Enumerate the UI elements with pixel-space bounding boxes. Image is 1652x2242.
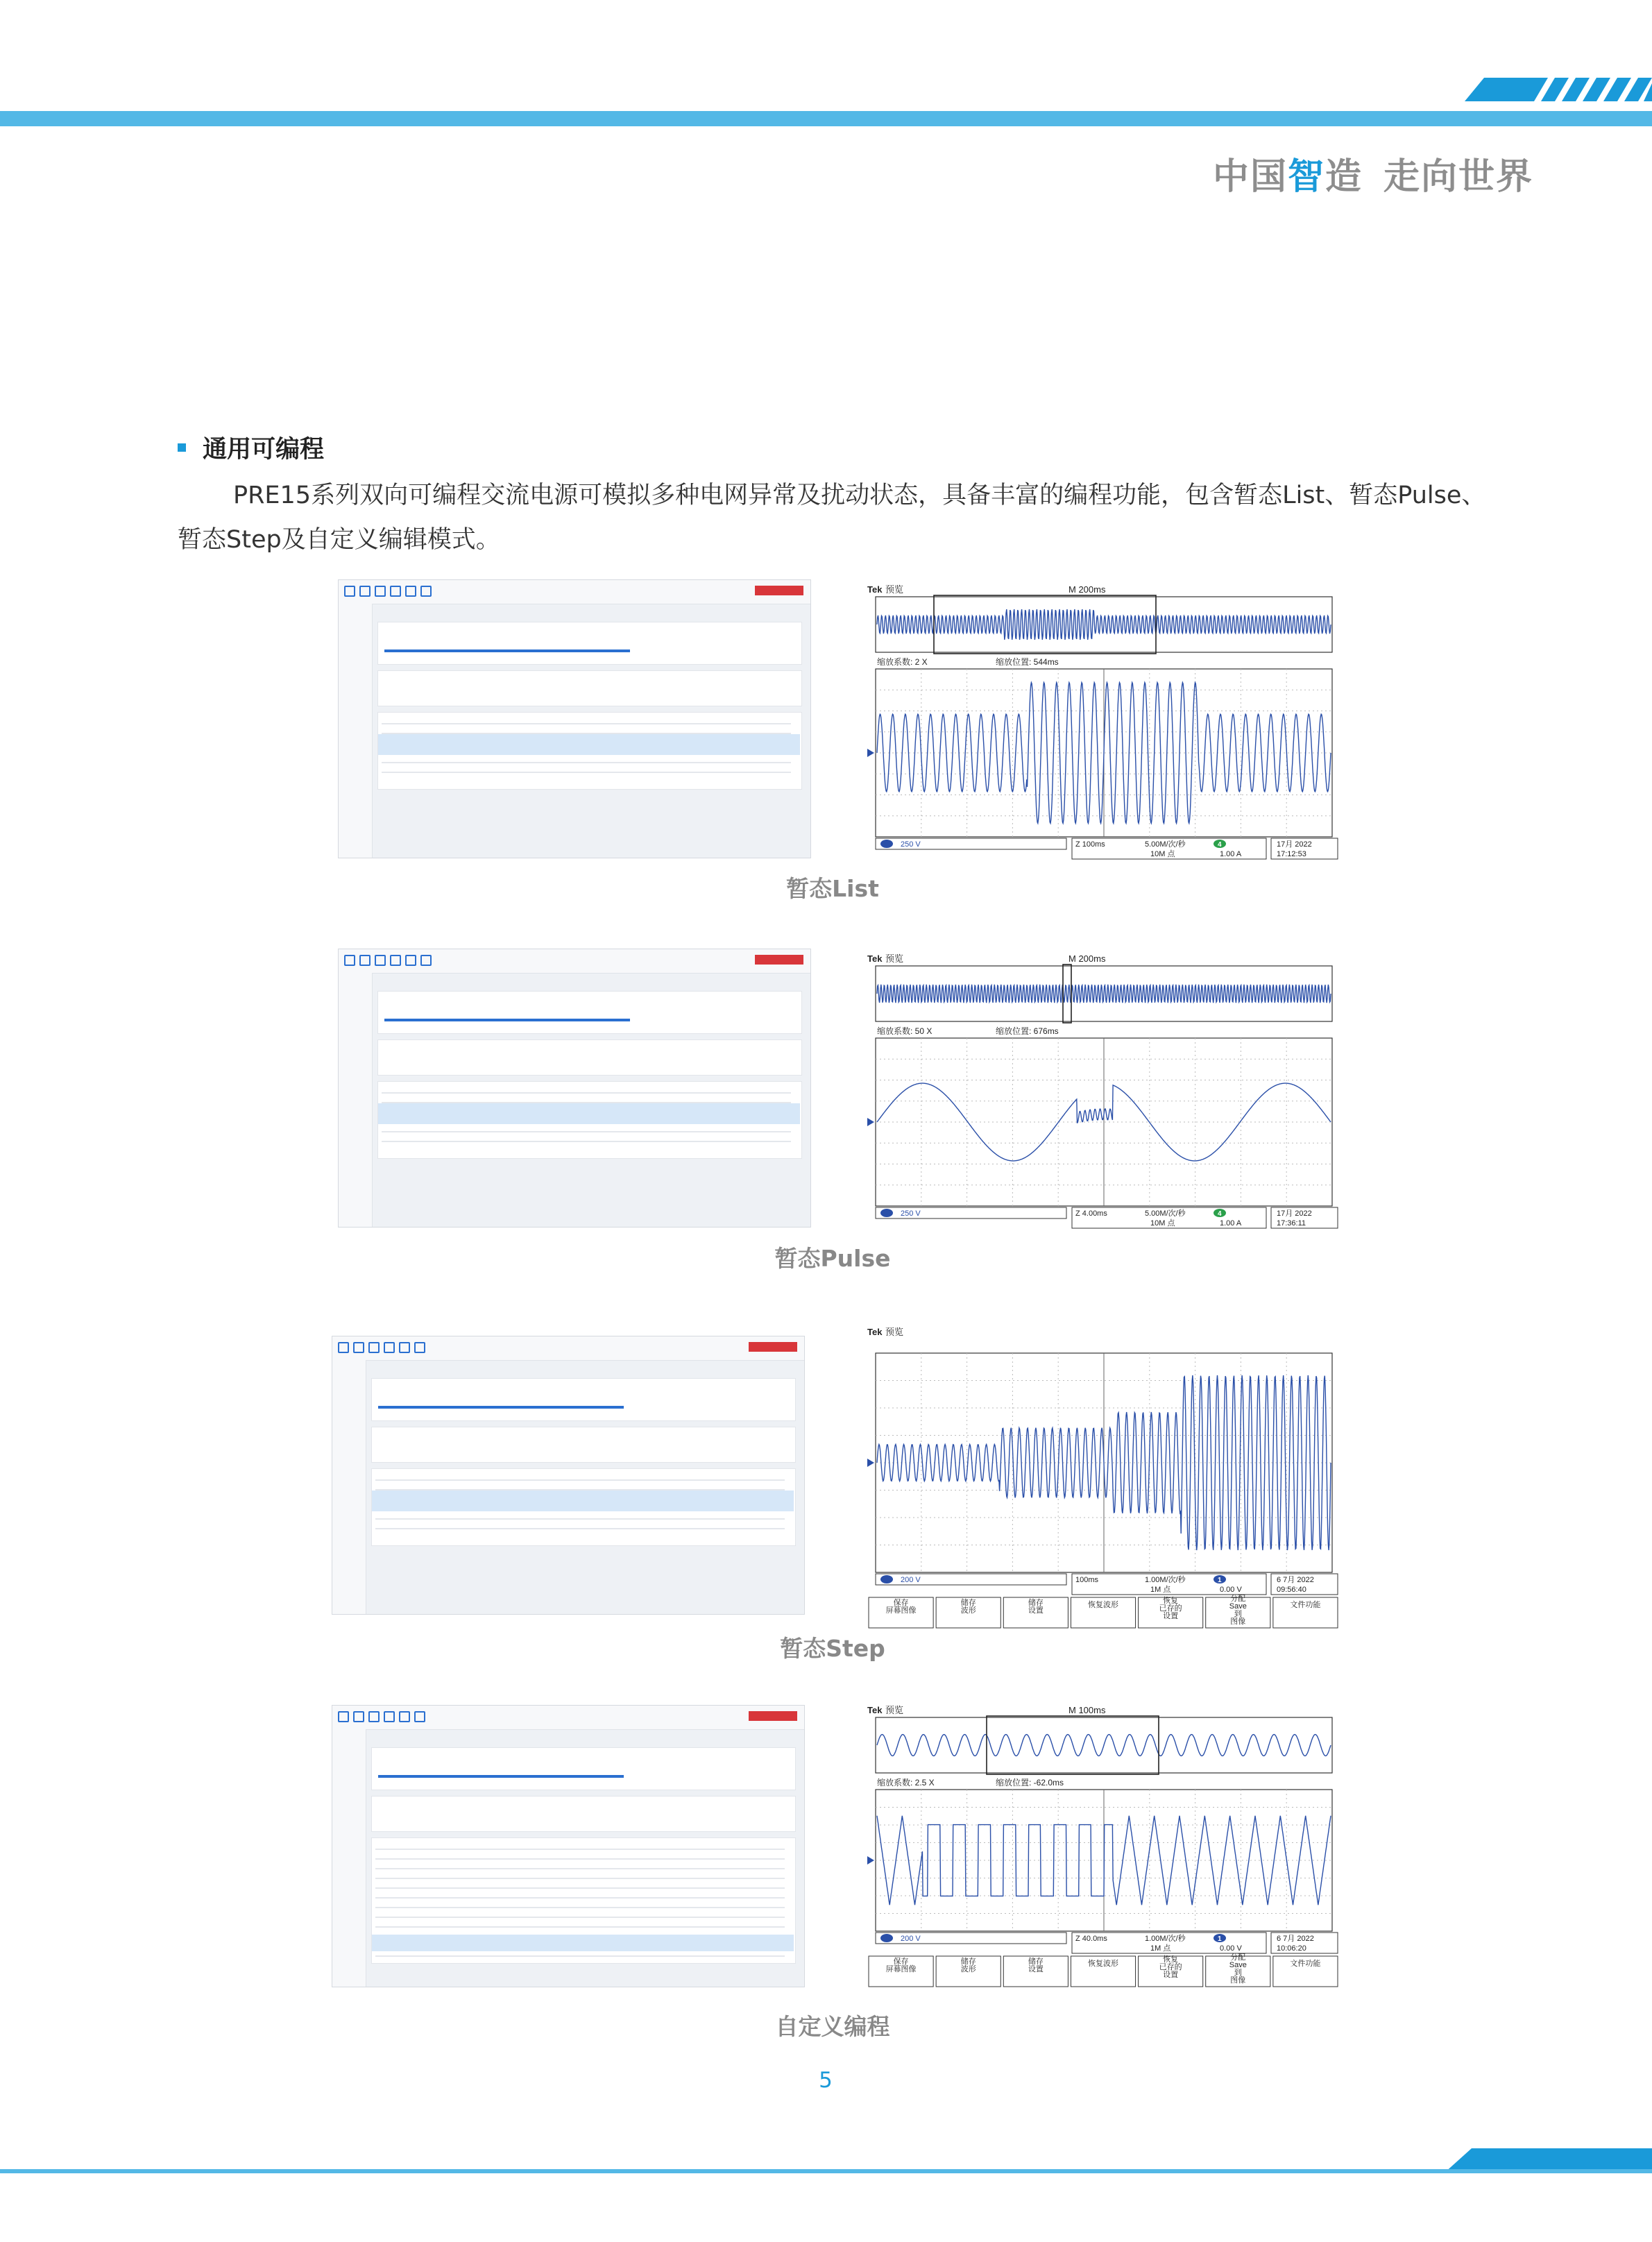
- toolbar-icon: [344, 586, 355, 597]
- toolbar-icon: [344, 955, 355, 966]
- table-row: [375, 1907, 785, 1908]
- channel-marker-icon: [867, 749, 874, 757]
- oscilloscope-capture: [867, 583, 1339, 860]
- progress-bar: [384, 1019, 630, 1021]
- toolbar-icon: [359, 955, 371, 966]
- table-row: [375, 1878, 785, 1879]
- zoom-position: 缩放位置: -62.0ms: [996, 1778, 1064, 1787]
- scope-menu-label: 恢复波形: [1088, 1601, 1118, 1609]
- table-row: [375, 1897, 785, 1899]
- toolbar-icon: [414, 1342, 425, 1353]
- scope-mode: 预览: [885, 584, 904, 595]
- scope-menu-label: 波形: [960, 1606, 976, 1615]
- scope-menu-label: 屏幕图像: [885, 1965, 917, 1973]
- trigger-level: 0.00 V: [1220, 1944, 1242, 1953]
- scope-menu-label: 保存: [893, 1957, 909, 1966]
- table-row: [375, 1858, 785, 1860]
- settings-panel: [371, 1378, 796, 1421]
- toolbar-icon: [414, 1711, 425, 1722]
- scope-mode: 预览: [885, 1705, 904, 1715]
- scope-menu-label: 到: [1234, 1610, 1242, 1618]
- capture-date: 6 7月 2022: [1277, 1576, 1314, 1584]
- scope-menu-label: 储存: [960, 1599, 976, 1607]
- oscilloscope-capture: [867, 1325, 1339, 1631]
- scope-timebase: M 200ms: [1068, 584, 1106, 595]
- progress-bar: [378, 1406, 624, 1409]
- record-length: 10M 点: [1150, 850, 1175, 858]
- toolbar-icon: [405, 586, 416, 597]
- scope-menu-label: 恢复: [1163, 1597, 1179, 1605]
- trigger-channel: 4: [1218, 1210, 1222, 1218]
- channel-1-badge: [880, 1934, 893, 1942]
- scope-menu-label: 设置: [1163, 1971, 1179, 1979]
- table-row: [382, 762, 791, 763]
- table-row: [382, 1092, 791, 1094]
- scope-brand: Tek: [867, 953, 883, 964]
- scope-timebase: M 100ms: [1068, 1705, 1106, 1715]
- horizontal-scale: 100ms: [1075, 1576, 1099, 1584]
- channel-marker-icon: [867, 1856, 874, 1865]
- parameter-panel: [377, 1039, 802, 1076]
- oscilloscope-capture: [867, 952, 1339, 1230]
- software-sidebar: [332, 1729, 366, 1987]
- intro-paragraph: PRE15系列双向可编程交流电源可模拟多种电网异常及扰动状态，具备丰富的编程功能，包含暂态List、暂态Pulse、暂态Step及自定义编辑模式。: [178, 482, 1486, 554]
- capture-time: 17:12:53: [1277, 850, 1306, 858]
- oscilloscope-capture: [867, 1704, 1339, 1989]
- scope-menu-label: 恢复波形: [1088, 1960, 1118, 1968]
- sample-rate: 1.00M/次/秒: [1145, 1576, 1186, 1584]
- sample-rate: 1.00M/次/秒: [1145, 1935, 1186, 1943]
- table-row: [375, 1955, 785, 1957]
- table-row: [375, 1518, 785, 1520]
- toolbar-icon: [399, 1711, 410, 1722]
- table-row: [375, 1887, 785, 1889]
- scope-menu-label: 文件功能: [1290, 1960, 1321, 1968]
- selected-table-row: [372, 1491, 794, 1511]
- scope-brand: Tek: [867, 1705, 883, 1715]
- capture-time: 17:36:11: [1277, 1219, 1306, 1228]
- scope-menu-label: 分配: [1230, 1595, 1246, 1603]
- bottom-accent-band: [0, 2169, 1652, 2173]
- header-slogan: 中国智造 走向世界: [1213, 156, 1534, 198]
- table-row: [375, 1528, 785, 1529]
- brand-logo: [749, 1711, 797, 1721]
- toolbar-icon: [359, 586, 371, 597]
- toolbar-icon: [353, 1342, 364, 1353]
- capture-date: 17月 2022: [1277, 1209, 1312, 1218]
- scope-menu-label: 图像: [1230, 1976, 1246, 1985]
- table-row: [375, 1868, 785, 1869]
- table-row: [375, 1849, 785, 1850]
- channel-scale: 250 V: [901, 1209, 921, 1218]
- table-row: [382, 772, 791, 773]
- toolbar-icon: [353, 1711, 364, 1722]
- horizontal-scale: Z 4.00ms: [1075, 1209, 1107, 1218]
- channel-marker-icon: [867, 1118, 874, 1126]
- trigger-channel: 1: [1218, 1935, 1222, 1943]
- scope-menu-label: 图像: [1230, 1617, 1246, 1626]
- toolbar-icon: [375, 955, 386, 966]
- software-screenshot: [332, 1705, 805, 1987]
- scope-menu-label: Save: [1229, 1961, 1247, 1969]
- zoom-factor: 缩放系数: 2 X: [877, 657, 928, 667]
- table-row: [382, 1131, 791, 1132]
- toolbar-icon: [338, 1711, 349, 1722]
- channel-marker-icon: [867, 1459, 874, 1467]
- software-sidebar: [339, 973, 373, 1227]
- scope-timebase: M 200ms: [1068, 953, 1106, 964]
- horizontal-scale: Z 40.0ms: [1075, 1935, 1107, 1943]
- toolbar-icon: [390, 586, 401, 597]
- record-length: 1M 点: [1150, 1586, 1171, 1594]
- selected-table-row: [372, 1935, 794, 1951]
- capture-time: 10:06:20: [1277, 1944, 1306, 1953]
- zoom-factor: 缩放系数: 50 X: [877, 1026, 933, 1036]
- scope-menu-label: Save: [1229, 1602, 1247, 1611]
- page-number: 5: [819, 2068, 833, 2093]
- figure-caption: 暂态List: [786, 875, 879, 902]
- table-row: [375, 1479, 785, 1481]
- scope-menu-label: 波形: [960, 1965, 976, 1973]
- scope-brand: Tek: [867, 584, 883, 595]
- brand-logo: [749, 1342, 797, 1352]
- scope-menu-label: 设置: [1028, 1965, 1044, 1973]
- settings-panel: [377, 622, 802, 665]
- selected-table-row: [378, 734, 800, 755]
- sample-rate: 5.00M/次/秒: [1145, 840, 1186, 849]
- horizontal-scale: Z 100ms: [1075, 840, 1105, 849]
- zoom-position: 缩放位置: 676ms: [996, 1026, 1059, 1036]
- table-row: [382, 1141, 791, 1142]
- toolbar-icon: [420, 586, 432, 597]
- settings-panel: [371, 1747, 796, 1790]
- trigger-level: 0.00 V: [1220, 1586, 1242, 1594]
- trigger-level: 1.00 A: [1220, 1219, 1242, 1228]
- channel-scale: 200 V: [901, 1576, 921, 1584]
- record-length: 1M 点: [1150, 1944, 1171, 1953]
- brand-logo: [755, 586, 803, 595]
- scope-brand: Tek: [867, 1327, 883, 1337]
- trigger-level: 1.00 A: [1220, 850, 1242, 858]
- selected-table-row: [378, 1103, 800, 1124]
- software-screenshot: [338, 949, 811, 1228]
- scope-menu-label: 储存: [1028, 1957, 1044, 1966]
- toolbar-icon: [368, 1342, 380, 1353]
- toolbar-icon: [390, 955, 401, 966]
- record-length: 10M 点: [1150, 1219, 1175, 1228]
- scope-menu-label: 设置: [1163, 1612, 1179, 1620]
- parameter-panel: [377, 670, 802, 706]
- toolbar-icon: [405, 955, 416, 966]
- toolbar-icon: [384, 1342, 395, 1353]
- scope-menu-label: 已存的: [1159, 1963, 1182, 1971]
- capture-time: 09:56:40: [1277, 1586, 1306, 1594]
- sample-rate: 5.00M/次/秒: [1145, 1209, 1186, 1218]
- toolbar-icon: [384, 1711, 395, 1722]
- toolbar-icon: [338, 1342, 349, 1353]
- capture-date: 6 7月 2022: [1277, 1935, 1314, 1943]
- table-row: [375, 1917, 785, 1918]
- top-accent-band: [0, 111, 1652, 126]
- settings-panel: [377, 991, 802, 1034]
- scope-mode: 预览: [885, 953, 904, 964]
- toolbar-icon: [399, 1342, 410, 1353]
- scope-menu-label: 已存的: [1159, 1604, 1182, 1613]
- parameter-panel: [371, 1427, 796, 1463]
- figure-caption: 暂态Pulse: [774, 1245, 891, 1272]
- software-sidebar: [332, 1360, 366, 1614]
- section-title: 通用可编程: [178, 430, 324, 465]
- table-row: [382, 723, 791, 724]
- progress-bar: [384, 649, 630, 652]
- toolbar-icon: [368, 1711, 380, 1722]
- channel-1-badge: [880, 1575, 893, 1583]
- scope-mode: 预览: [885, 1327, 904, 1337]
- channel-scale: 200 V: [901, 1935, 921, 1943]
- scope-menu-label: 保存: [893, 1599, 909, 1607]
- bullet-square-icon: [178, 443, 186, 452]
- zoom-position: 缩放位置: 544ms: [996, 657, 1059, 667]
- software-screenshot: [332, 1336, 805, 1615]
- channel-scale: 250 V: [901, 840, 921, 849]
- trigger-channel: 1: [1218, 1577, 1222, 1584]
- toolbar-icon: [375, 586, 386, 597]
- scope-menu-label: 储存: [1028, 1599, 1044, 1607]
- trigger-channel: 4: [1218, 841, 1222, 849]
- software-sidebar: [339, 604, 373, 858]
- software-screenshot: [338, 579, 811, 858]
- toolbar-icon: [420, 955, 432, 966]
- figure-caption: 自定义编程: [775, 2013, 890, 2040]
- zoom-factor: 缩放系数: 2.5 X: [877, 1778, 935, 1787]
- scope-menu-label: 恢复: [1163, 1955, 1179, 1964]
- scope-menu-label: 设置: [1028, 1606, 1044, 1615]
- figure-caption: 暂态Step: [780, 1635, 885, 1662]
- channel-1-badge: [880, 1209, 893, 1217]
- parameter-panel: [371, 1796, 796, 1832]
- scope-menu-label: 到: [1234, 1969, 1242, 1977]
- overview-waveform: [877, 985, 1331, 1003]
- scope-menu-label: 储存: [960, 1957, 976, 1966]
- scope-menu-label: 屏幕图像: [885, 1606, 917, 1615]
- capture-date: 17月 2022: [1277, 840, 1312, 849]
- progress-bar: [378, 1775, 624, 1778]
- channel-1-badge: [880, 840, 893, 848]
- header-stripes-decoration: [1451, 78, 1652, 101]
- scope-menu-label: 分配: [1230, 1953, 1246, 1962]
- table-row: [375, 1926, 785, 1928]
- brand-logo: [755, 955, 803, 965]
- scope-menu-label: 文件功能: [1290, 1601, 1321, 1609]
